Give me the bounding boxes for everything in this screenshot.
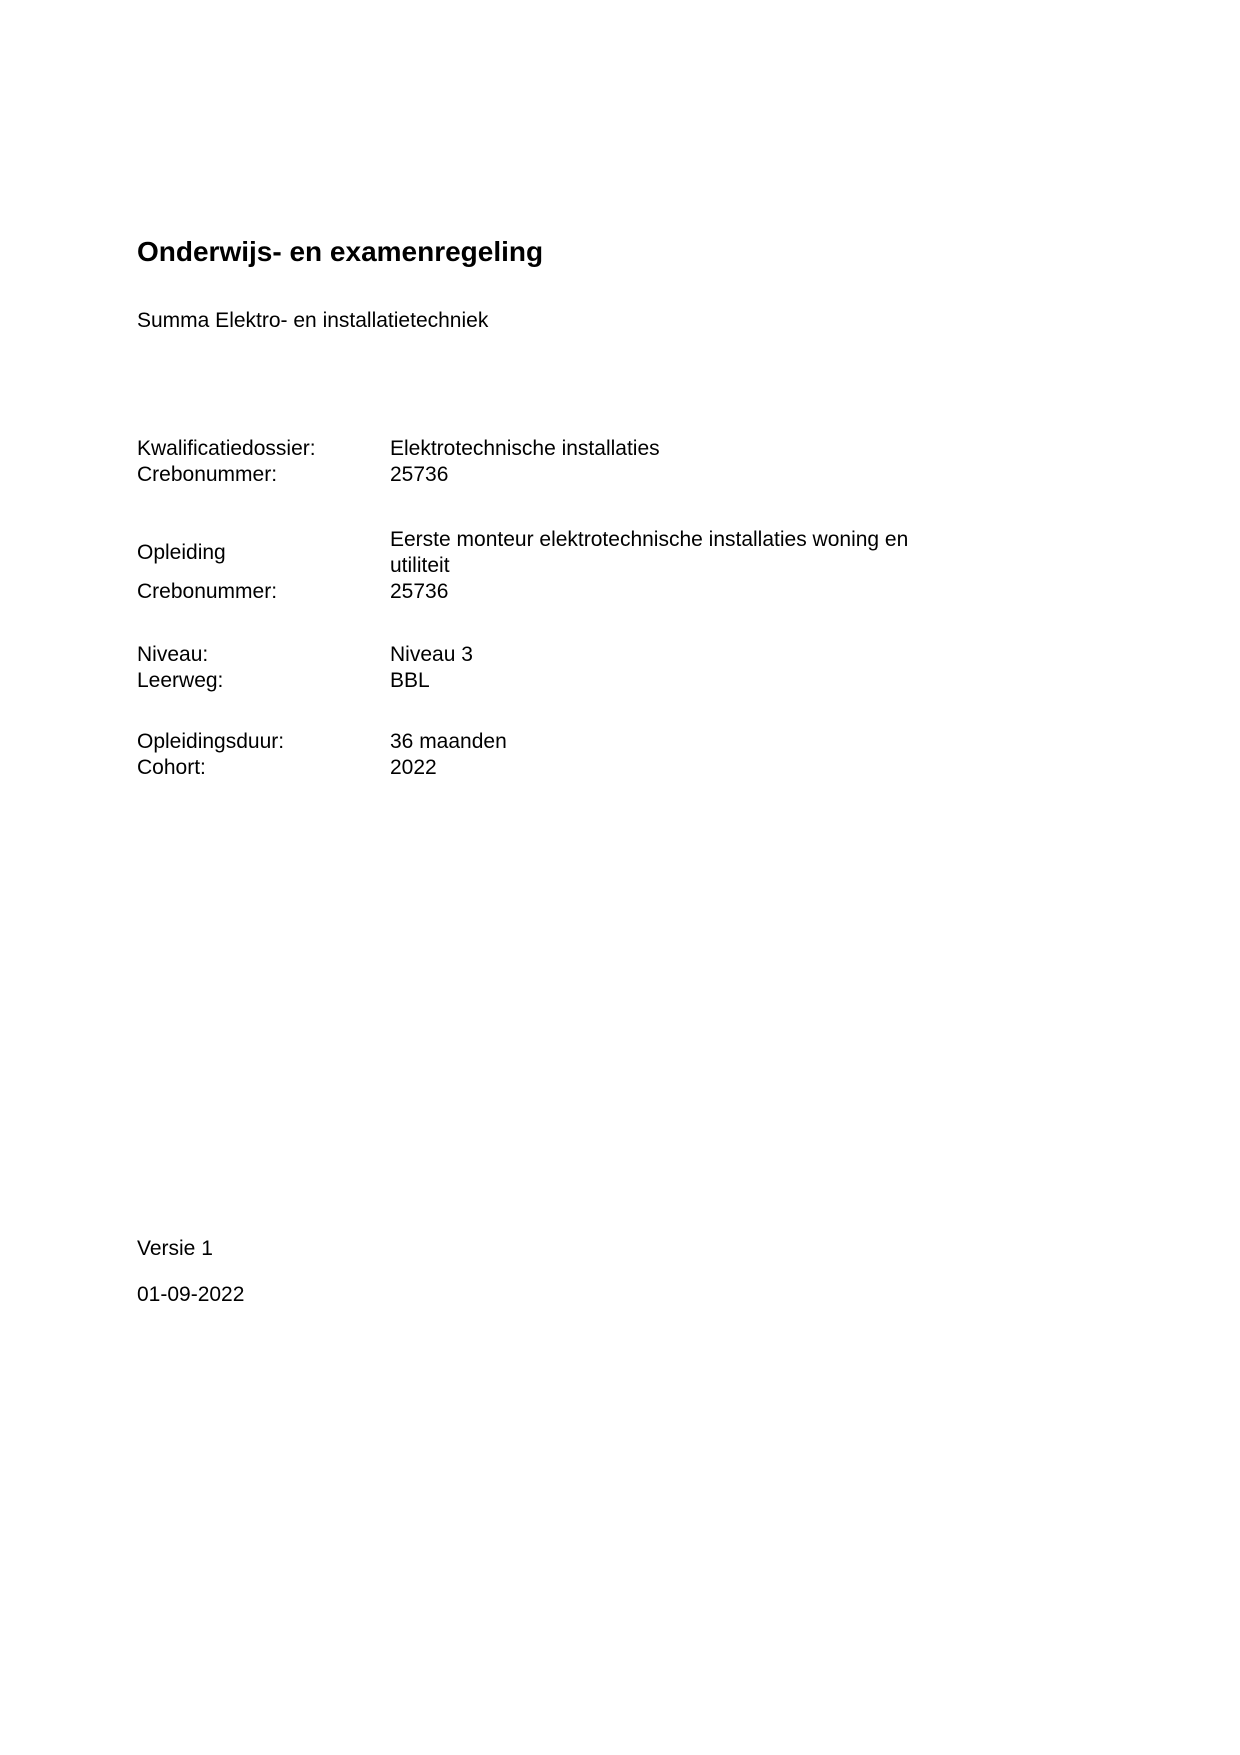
field-label-leerweg: Leerweg: [137, 669, 224, 692]
field-label-cohort: Cohort: [137, 756, 206, 779]
field-value-opleidingsduur: 36 maanden [390, 730, 507, 753]
field-group-opleiding [137, 527, 1117, 605]
field-label-crebonummer-dossier: Crebonummer: [137, 463, 278, 486]
page-subtitle: Summa Elektro- en installatietechniek [137, 309, 489, 332]
field-label-opleidingsduur: Opleidingsduur: [137, 730, 285, 753]
field-label-niveau: Niveau: [137, 643, 209, 666]
field-value-niveau: Niveau 3 [390, 643, 473, 666]
field-row-opleiding [137, 527, 1117, 579]
field-row-opleidingsduur [137, 729, 1117, 755]
field-row-niveau [137, 642, 1117, 668]
field-value-crebonummer-dossier: 25736 [390, 463, 449, 486]
field-value-kwalificatiedossier: Elektrotechnische installaties [390, 437, 660, 460]
field-row-crebonummer-dossier [137, 462, 1117, 488]
field-group-niveau-leerweg [137, 642, 1117, 694]
field-value-leerweg: BBL [390, 669, 430, 692]
field-value-cohort: 2022 [390, 756, 437, 779]
field-value-opleiding [390, 527, 1117, 579]
page-title: Onderwijs- en examenregeling [137, 235, 544, 267]
date-label: 01-09-2022 [137, 1283, 245, 1306]
field-group-duur-cohort [137, 729, 1117, 781]
field-group-dossier [137, 436, 1117, 488]
version-label: Versie 1 [137, 1237, 213, 1260]
field-value-crebonummer-opleiding: 25736 [390, 580, 449, 603]
field-row-kwalificatiedossier [137, 436, 1117, 462]
field-value-opleiding-line2: utiliteit [390, 554, 450, 577]
field-value-opleiding-line1: Eerste monteur elektrotechnische installaties woning en [390, 528, 909, 551]
field-label-crebonummer-opleiding: Crebonummer: [137, 580, 278, 603]
field-row-cohort [137, 755, 1117, 781]
field-row-leerweg [137, 668, 1117, 694]
field-row-crebonummer-opleiding [137, 579, 1117, 605]
field-label-kwalificatiedossier: Kwalificatiedossier: [137, 437, 316, 460]
field-label-opleiding: Opleiding [137, 541, 226, 564]
